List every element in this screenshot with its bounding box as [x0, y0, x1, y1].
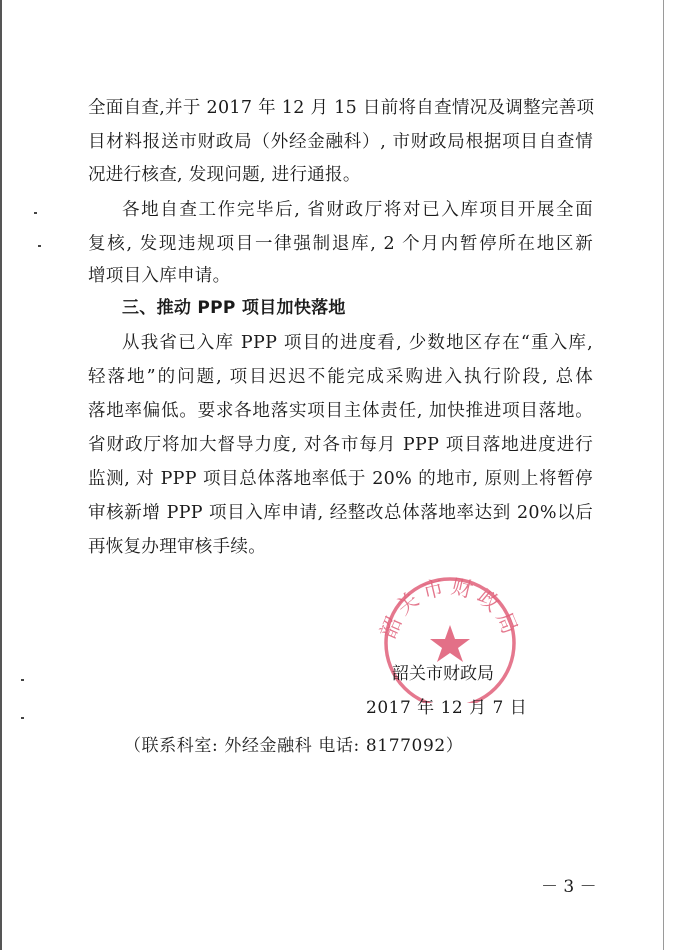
- paragraph-line: 省财政厅将加大督导力度, 对各市每月 PPP 项目落地进度进行: [88, 435, 593, 455]
- paragraph-line: 落地率偏低。要求各地落实项目主体责任, 加快推进项目落地。: [88, 401, 593, 421]
- paragraph-line: 目材料报送市财政局（外经金融科）, 市财政局根据项目自查情: [88, 132, 593, 152]
- issuing-org: 韶关市财政局: [392, 664, 494, 684]
- scan-edge-left: [0, 0, 2, 950]
- paragraph-line: 各地自查工作完毕后, 省财政厅将对已入库项目开展全面: [122, 200, 593, 220]
- paragraph-line: 从我省已入库 PPP 项目的进度看, 少数地区存在“重入库,: [122, 333, 593, 353]
- paragraph-line: 审核新增 PPP 项目入库申请, 经整改总体落地率达到 20%以后: [88, 503, 593, 523]
- paragraph-line: 况进行核查, 发现问题, 进行通报。: [88, 165, 361, 185]
- scan-speck: [34, 212, 37, 214]
- paragraph-line: 全面自查,并于 2017 年 12 月 15 日前将自查情况及调整完善项: [88, 98, 595, 118]
- paragraph-line: 监测, 对 PPP 项目总体落地率低于 20% 的地市, 原则上将暂停: [88, 469, 593, 489]
- scan-speck: [21, 679, 24, 681]
- seal-star-icon: [430, 625, 470, 662]
- seal-text: 韶关市财政局: [375, 574, 525, 642]
- scan-edge-right: [663, 0, 664, 950]
- paragraph-line: 轻落地”的问题, 项目迟迟不能完成采购进入执行阶段, 总体: [88, 367, 593, 387]
- issue-date: 2017 年 12 月 7 日: [366, 698, 528, 718]
- scan-speck: [38, 245, 41, 247]
- section-heading: 三、推动 PPP 项目加快落地: [122, 298, 346, 318]
- page-number: － 3 －: [541, 877, 597, 897]
- paragraph-line: 增项目入库申请。: [88, 266, 231, 286]
- paragraph-line: 复核, 发现违规项目一律强制退库, 2 个月内暂停所在地区新: [88, 234, 593, 254]
- paragraph-line: 再恢复办理审核手续。: [88, 537, 266, 557]
- scan-speck: [21, 717, 24, 719]
- contact-info: （联系科室: 外经金融科 电话: 8177092）: [124, 736, 464, 756]
